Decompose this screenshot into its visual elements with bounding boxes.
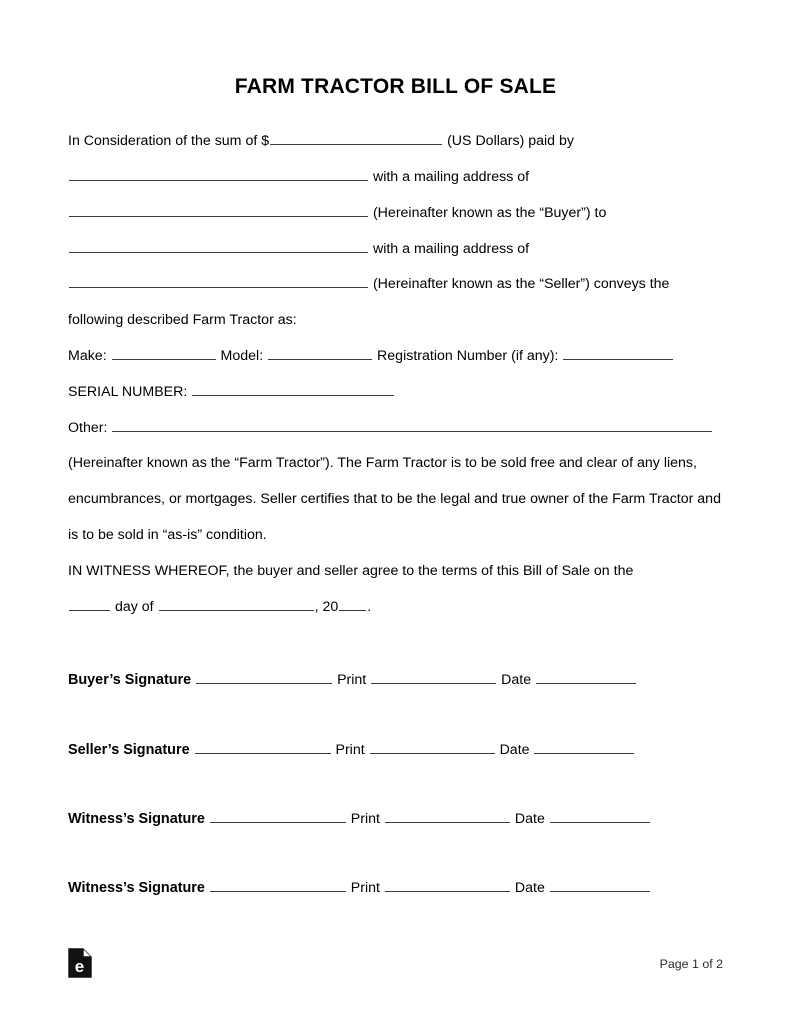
year-blank[interactable] [339,596,366,610]
witness1-print-label: Print [350,811,380,828]
buyer-print-label: Print [337,672,367,689]
buyer-signature-label: Buyer’s Signature [68,672,192,689]
witness1-date-label: Date [514,811,545,828]
buyer-date-blank[interactable] [536,670,636,684]
serial-number-line [68,375,723,411]
page-title: FARM TRACTOR BILL OF SALE [234,75,557,98]
witness-whereof-line [68,554,723,590]
registration-blank[interactable] [563,346,673,360]
witness2-signature-label: Witness’s Signature [68,880,205,897]
other-blank[interactable] [112,418,712,432]
farm-tractor-clause: (Hereinafter known as the “Farm Tractor”). The Farm Tractor is to be sold free and clear of any liens, encumbrances, or mortgages. Seller certifies that to be the legal and true owner of the Farm Tractor and is to be sold in “as-is” condition. [68,455,721,543]
witness2-print-label: Print [350,880,380,897]
amount-blank[interactable] [270,131,442,145]
make-model-registration-line [68,339,723,375]
witness2-print-blank[interactable] [385,878,510,892]
serial-number-label: SERIAL NUMBER: [68,383,188,400]
witness2-signature-blank[interactable] [210,878,346,892]
buyer-signature-blank[interactable] [196,670,332,684]
make-label: Make: [68,347,107,364]
seller-known-as-text: (Hereinafter known as the “Seller”) conveys the [372,276,670,293]
witness1-print-blank[interactable] [385,809,510,823]
buyer-known-as-text: (Hereinafter known as the “Buyer”) to [372,204,607,221]
buyer-name-line [68,160,723,196]
other-line [68,411,723,447]
buyer-date-label: Date [501,672,532,689]
consideration-line [68,124,723,160]
serial-number-blank[interactable] [192,382,394,396]
consideration-lead-text: In Consideration of the sum of $ [68,133,270,150]
buyer-address-blank[interactable] [69,203,368,217]
seller-name-blank[interactable] [69,239,368,253]
following-described-line [68,303,723,339]
seller-print-label: Print [335,741,365,758]
seller-address-blank[interactable] [69,274,368,288]
day-blank[interactable] [69,596,110,610]
witness2-date-label: Date [514,880,545,897]
seller-signature-blank[interactable] [195,740,331,754]
page-number: Page 1 of 2 [659,957,723,971]
signature-row-witness-2 [68,878,723,897]
comma-twenty-text: , 20 [314,598,339,615]
form-body [68,124,723,625]
witness-whereof-text: IN WITNESS WHEREOF, the buyer and seller agree to the terms of this Bill of Sale on the [68,562,634,579]
model-label: Model: [220,347,264,364]
seller-date-label: Date [499,741,530,758]
signature-row-seller [68,740,723,759]
seller-print-blank[interactable] [370,740,495,754]
following-described-text: following described Farm Tractor as: [68,312,297,329]
buyer-name-blank[interactable] [69,167,368,181]
eforms-document-logo-icon [68,948,92,978]
make-blank[interactable] [112,346,216,360]
seller-name-line [68,232,723,268]
seller-signature-label: Seller’s Signature [68,741,190,758]
witness2-date-blank[interactable] [550,878,650,892]
buyer-print-blank[interactable] [371,670,496,684]
logo-letter-e: e [74,957,85,976]
signature-row-buyer [68,670,723,689]
date-of-execution-line [68,590,723,626]
witness1-signature-label: Witness’s Signature [68,811,205,828]
signature-row-witness-1 [68,809,723,828]
witness1-date-blank[interactable] [550,809,650,823]
mailing-address-label-2: with a mailing address of [372,240,530,257]
other-label: Other: [68,419,108,436]
registration-label: Registration Number (if any): [377,347,559,364]
day-of-label: day of [114,598,154,615]
mailing-address-label-1: with a mailing address of [372,168,530,185]
witness1-signature-blank[interactable] [210,809,346,823]
page-footer [0,944,791,978]
signature-section [68,670,723,897]
us-dollars-text: (US Dollars) paid by [447,133,575,150]
buyer-address-line [68,196,723,232]
seller-date-blank[interactable] [534,740,634,754]
period-text: . [367,598,372,615]
model-blank[interactable] [268,346,372,360]
month-blank[interactable] [159,596,314,610]
seller-address-line [68,267,723,303]
